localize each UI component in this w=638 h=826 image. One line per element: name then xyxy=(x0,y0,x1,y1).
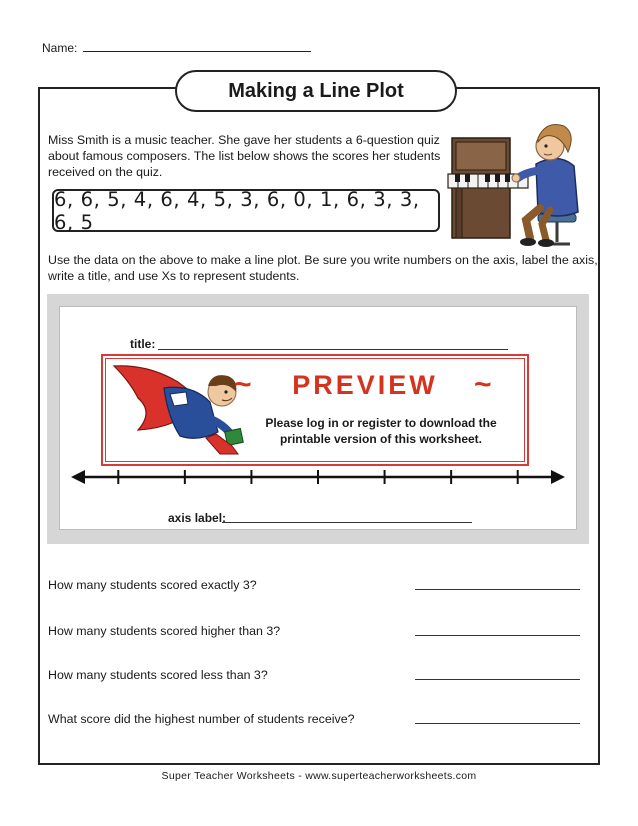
worksheet-title-text: Making a Line Plot xyxy=(228,79,404,102)
number-line-arrow-right xyxy=(551,470,565,484)
superhero-icon xyxy=(108,358,248,462)
axis-label-blank[interactable] xyxy=(222,522,472,523)
name-label: Name: xyxy=(42,41,78,55)
number-line-arrow-left xyxy=(71,470,85,484)
plot-title-label: title: xyxy=(130,337,156,351)
instructions-paragraph: Use the data on the above to make a line plot. Be sure you write numbers on the axis, label the axis, write a title, and use Xs to represent students. xyxy=(48,253,598,283)
preview-tilde-left: ~ xyxy=(234,368,252,401)
preview-message: Please log in or register to download the printable version of this worksheet. xyxy=(265,416,497,446)
intro-paragraph: Miss Smith is a music teacher. She gave her students a 6-question quiz about famous composers. The list below shows the scores her students received on the quiz. xyxy=(48,133,441,179)
name-blank-line[interactable] xyxy=(83,40,311,52)
question-1: How many students scored exactly 3? xyxy=(48,578,257,592)
answer-blank-3[interactable] xyxy=(415,679,580,680)
question-3: How many students scored less than 3? xyxy=(48,668,268,682)
scores-box xyxy=(52,189,440,232)
question-4: What score did the highest number of students receive? xyxy=(48,712,355,726)
answer-blank-2[interactable] xyxy=(415,635,580,636)
name-field[interactable] xyxy=(42,40,311,55)
axis-label-label: axis label: xyxy=(168,511,227,525)
scores-list: 6, 6, 5, 4, 6, 4, 5, 3, 6, 0, 1, 6, 3, 3, 6, 5 xyxy=(54,187,420,234)
answer-blank-1[interactable] xyxy=(415,589,580,590)
preview-title: PREVIEW xyxy=(292,370,438,400)
piano-player-illustration xyxy=(446,108,596,250)
answer-blank-4[interactable] xyxy=(415,723,580,724)
footer-credit: Super Teacher Worksheets - www.superteacherworksheets.com xyxy=(161,770,477,782)
number-line-axis xyxy=(71,470,565,484)
preview-tilde-right: ~ xyxy=(474,368,492,401)
worksheet-title xyxy=(175,70,457,112)
question-2: How many students scored higher than 3? xyxy=(48,624,281,638)
